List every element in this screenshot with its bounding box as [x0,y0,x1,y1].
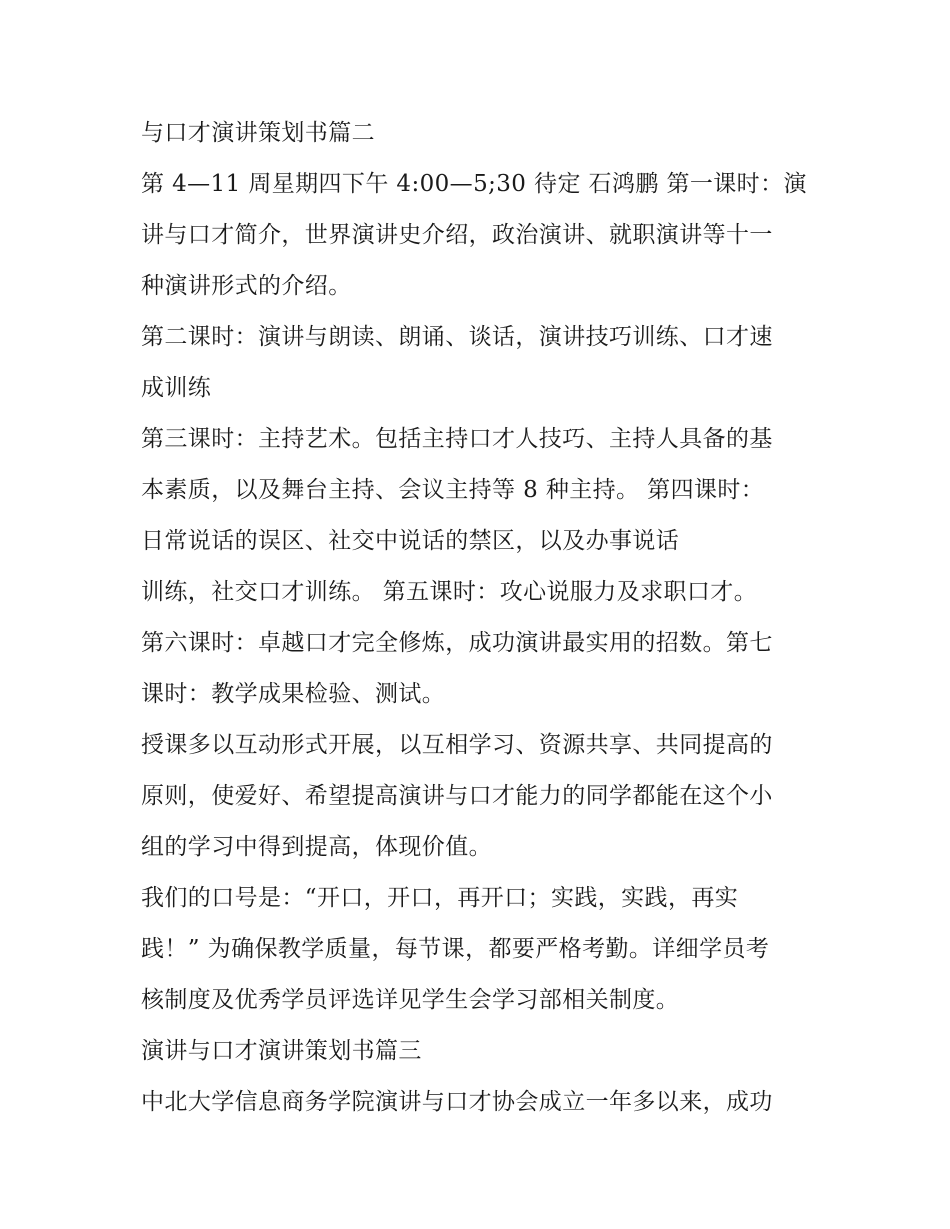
text-line: 第三课时：主持艺术。包括主持口才人技巧、主持人具备的基 [141,426,773,452]
text-line: 训练，社交口才训练。 第五课时：攻心说服力及求职口才。 [141,579,758,605]
text-line: 我们的口号是：“开口，开口，再开口；实践，实践，再实 [141,885,739,911]
text-line: 本素质，以及舞台主持、会议主持等 8 种主持。 第四课时： [141,477,765,503]
heading-part-three: 演讲与口才演讲策划书篇三 [141,1038,422,1064]
document-body [141,108,821,1128]
text-line: 课时：教学成果检验、测试。 [141,681,446,707]
text-line: 第 4—11 周星期四下午 4:00—5;30 待定 石鸿鹏 第一课时：演 [141,171,807,197]
text-line: 讲与口才简介，世界演讲史介绍，政治演讲、就职演讲等十一 [141,222,773,248]
text-line: 日常说话的误区、社交中说话的禁区，以及办事说话 [141,528,680,554]
text-line: 种演讲形式的介绍。 [141,273,352,299]
text-line: 第二课时：演讲与朗读、朗诵、谈话，演讲技巧训练、口才速 [141,324,773,350]
text-line: 成训练 [141,375,212,401]
heading-part-two: 与口才演讲策划书篇二 [141,120,375,146]
text-line: 原则，使爱好、希望提高演讲与口才能力的同学都能在这个小 [141,783,773,809]
text-line: 第六课时：卓越口才完全修炼，成功演讲最实用的招数。第七 [141,630,773,656]
text-line: 授课多以互动形式开展，以互相学习、资源共享、共同提高的 [141,732,773,758]
text-line: 中北大学信息商务学院演讲与口才协会成立一年多以来，成功 [141,1089,773,1115]
text-line: 组的学习中得到提高，体现价值。 [141,834,492,860]
text-line: 践！” 为确保教学质量，每节课，都要严格考勤。详细学员考 [141,936,770,962]
text-line: 核制度及优秀学员评选详见学生会学习部相关制度。 [141,987,680,1013]
